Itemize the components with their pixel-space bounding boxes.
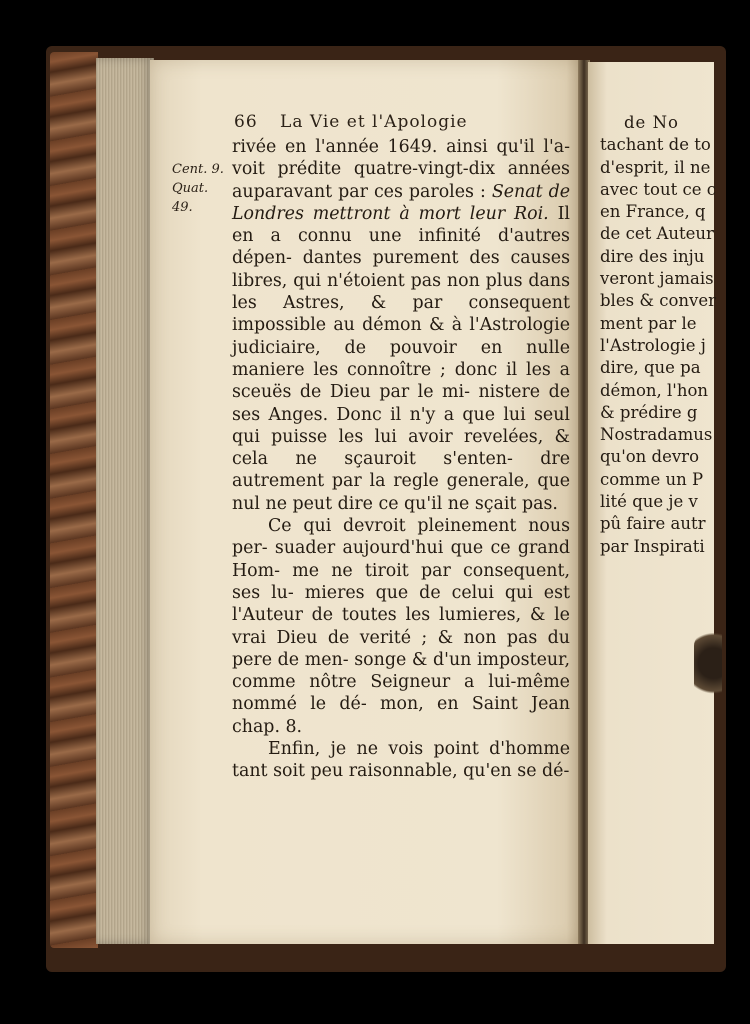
text-line: lité que je v [600, 492, 698, 512]
text-line: dantes purement des causes libres, qui [232, 248, 571, 291]
text-line: rivée en l'année 1649. ainsi qu'il l'a- [232, 137, 570, 157]
text-line: dire, que pa [600, 358, 701, 378]
running-head-title: La Vie et l'Apologie [280, 112, 468, 132]
text-line: mieres que de celui qui est l'Auteur de [232, 582, 570, 626]
text-line: nistere de ses Anges. Donc il n'y a [232, 382, 570, 425]
text-line: tachant de to [600, 135, 711, 155]
text-line: songe & d'un imposteur, comme nôtre [232, 649, 570, 693]
text-line: qu'on devro [600, 447, 699, 467]
text-line: comme un P [600, 469, 704, 489]
text-line: par Inspirati [600, 536, 705, 556]
marbled-cover-edge [50, 52, 98, 948]
paragraph-1 [232, 136, 570, 515]
text-line: de cet Auteur [600, 224, 714, 244]
text-line: suader aujourd'hui que ce grand Hom- [232, 538, 570, 581]
text-line: en France, q [600, 202, 706, 222]
text-line: l'Astrologie j [600, 335, 706, 355]
text-line: & par consequent impossible au démon [232, 293, 570, 336]
text-line: Nostradamus [600, 425, 713, 445]
text-line: pû faire autr [600, 514, 706, 534]
margin-note-line: Quat. [172, 181, 209, 196]
text-line: démon, l'hon [600, 380, 709, 400]
text-line: Ce qui devroit pleinement nous per- [232, 516, 570, 559]
text-line: & prédire g [600, 402, 698, 422]
text-line: & à l'Astrologie judiciaire, de pouvoir [232, 315, 570, 358]
text-line: Enfin, je ne vois point d'homme [268, 739, 570, 760]
text-line: bles & conver [600, 291, 717, 311]
left-running-head [234, 112, 468, 132]
paragraph-3 [232, 738, 570, 783]
text-line: Seigneur a lui-même nommé le dé- [232, 672, 570, 715]
quoted-prophecy: Senat de Londres mettront à mort leur Roi. [232, 181, 570, 224]
text-line: pas. [521, 493, 558, 514]
text-line: voit prédite quatre-vingt-dix années [232, 159, 570, 180]
text-line: veront jamais [600, 269, 714, 289]
text-line: que nul ne peut dire ce qu'il ne sçait [232, 471, 570, 514]
text-line: me ne tiroit par consequent, ses lu- [232, 560, 570, 603]
text-line: revelées, & cela ne sçauroit s'enten- [232, 426, 570, 470]
left-page-body [232, 136, 570, 783]
text-line: avec tout ce c [600, 179, 716, 199]
text-line: tant soit peu raisonnable, qu'en se dé- [232, 761, 570, 782]
text-line: de verité ; & non pas du pere de men- [232, 627, 570, 670]
right-page-body [600, 112, 740, 558]
text-line: mon, en Saint Jean chap. 8. [232, 694, 570, 737]
text-line: ment par le [600, 313, 697, 333]
margin-note-line: Cent. 9. [172, 162, 224, 177]
page-number: 66 [234, 112, 258, 132]
printer-ornament [694, 632, 722, 710]
paragraph-2 [232, 515, 570, 738]
text-line: dre autrement par la regle generale, [232, 449, 570, 492]
margin-note [172, 160, 224, 217]
page-block-edges [96, 58, 154, 944]
text-line: que lui seul qui puisse les lui avoir [232, 404, 570, 447]
text-line: toutes les lumieres, & le vrai Dieu [232, 605, 570, 648]
text-line: n'étoient pas non plus dans les Astres, [232, 270, 570, 314]
text-line: en nulle maniere les connoître ; donc [232, 337, 570, 380]
right-running-head: de No [624, 113, 679, 132]
text-line: auparavant par ces paroles : [232, 181, 492, 202]
text-line: il les a sceuës de Dieu par le mi- [232, 359, 571, 403]
margin-note-line: 49. [172, 200, 193, 215]
text-line: Il en a connu une infinité d'autres dépen- [232, 203, 570, 269]
text-line: dire des inju [600, 246, 705, 266]
text-line: d'esprit, il ne [600, 157, 711, 177]
